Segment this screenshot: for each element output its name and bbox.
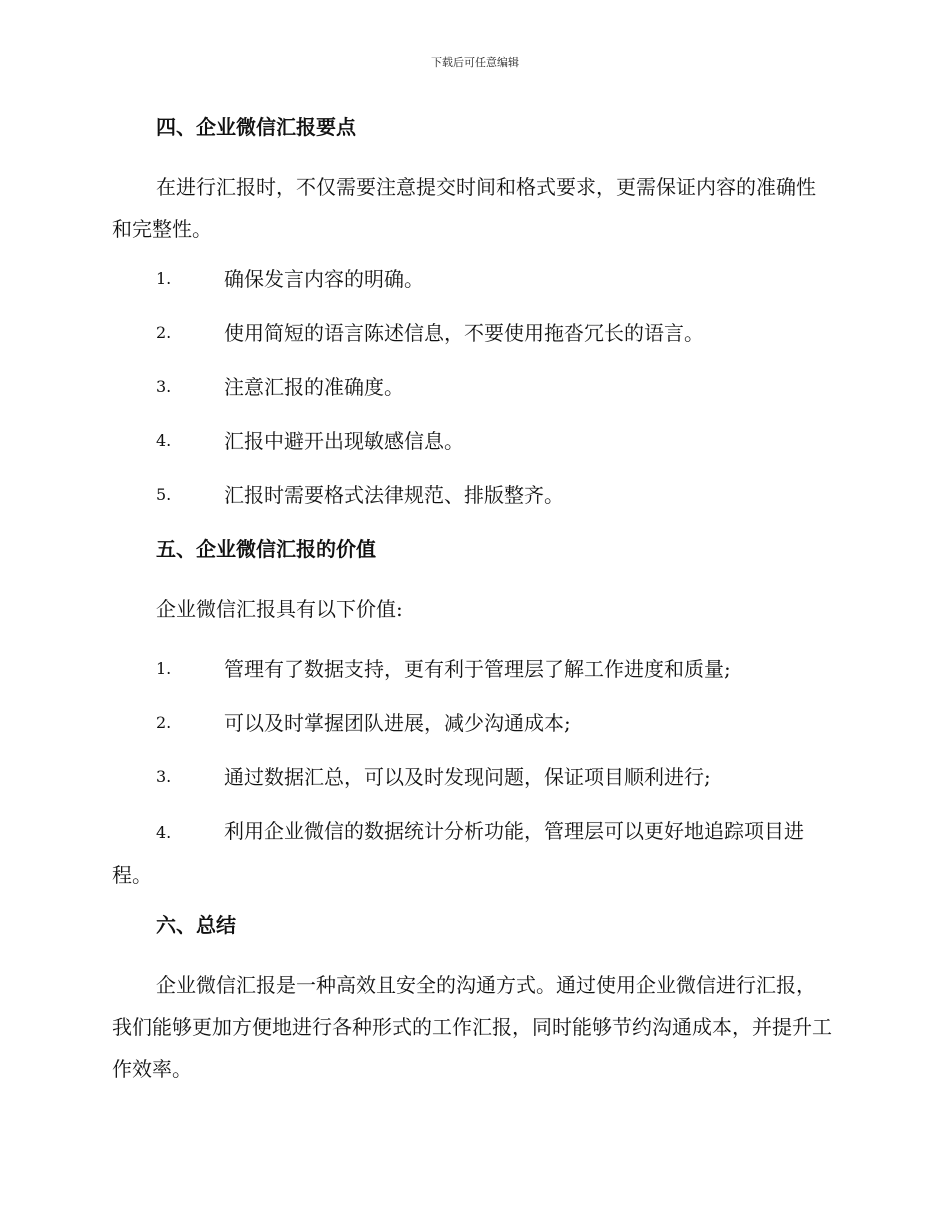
list-item	[112, 480, 832, 510]
list-item-text: 可以及时掌握团队进展，减少沟通成本;	[224, 711, 571, 735]
section-5-intro: 企业微信汇报具有以下价值:	[156, 597, 403, 621]
document-body	[112, 112, 832, 1104]
list-item	[112, 372, 832, 402]
list-item-text: 使用简短的语言陈述信息，不要使用拖沓冗长的语言。	[224, 321, 704, 345]
section-6-body: 企业微信汇报是一种高效且安全的沟通方式。通过使用企业微信进行汇报，我们能够更加方便地进行各种形式的工作汇报，同时能够节约沟通成本，并提升工作效率。	[112, 973, 832, 1081]
list-item-number: 5.	[156, 485, 172, 504]
list-item-text: 汇报时需要格式法律规范、排版整齐。	[224, 483, 564, 507]
list-item-number: 1.	[156, 659, 172, 678]
list-item	[112, 426, 832, 456]
list-item-number: 3.	[156, 377, 172, 396]
section-6-heading: 六、总结	[156, 913, 236, 937]
list-item-text: 确保发言内容的明确。	[224, 267, 424, 291]
list-item-number: 4.	[156, 431, 172, 450]
section-4-heading: 四、企业微信汇报要点	[156, 115, 356, 139]
section-5-heading: 五、企业微信汇报的价值	[156, 537, 376, 561]
list-item	[112, 708, 832, 738]
list-item-number: 3.	[156, 767, 172, 786]
list-item-text: 汇报中避开出现敏感信息。	[224, 429, 464, 453]
list-item-number: 1.	[156, 269, 172, 288]
list-item	[112, 654, 832, 684]
section-4-intro: 在进行汇报时，不仅需要注意提交时间和格式要求，更需保证内容的准确性和完整性。	[112, 175, 816, 241]
list-item	[112, 264, 832, 294]
list-item-text: 管理有了数据支持，更有利于管理层了解工作进度和质量;	[224, 657, 731, 681]
list-item	[112, 318, 832, 348]
list-item-text: 注意汇报的准确度。	[224, 375, 404, 399]
list-item-text: 通过数据汇总，可以及时发现问题，保证项目顺利进行;	[224, 765, 711, 789]
list-item-number: 4.	[156, 823, 172, 842]
list-item-text: 利用企业微信的数据统计分析功能，管理层可以更好地追踪项目进程。	[112, 819, 804, 887]
list-item-number: 2.	[156, 323, 172, 342]
list-item-number: 2.	[156, 713, 172, 732]
list-item	[112, 762, 832, 792]
list-item	[112, 810, 832, 896]
page-header-note: 下载后可任意编辑	[431, 56, 519, 69]
